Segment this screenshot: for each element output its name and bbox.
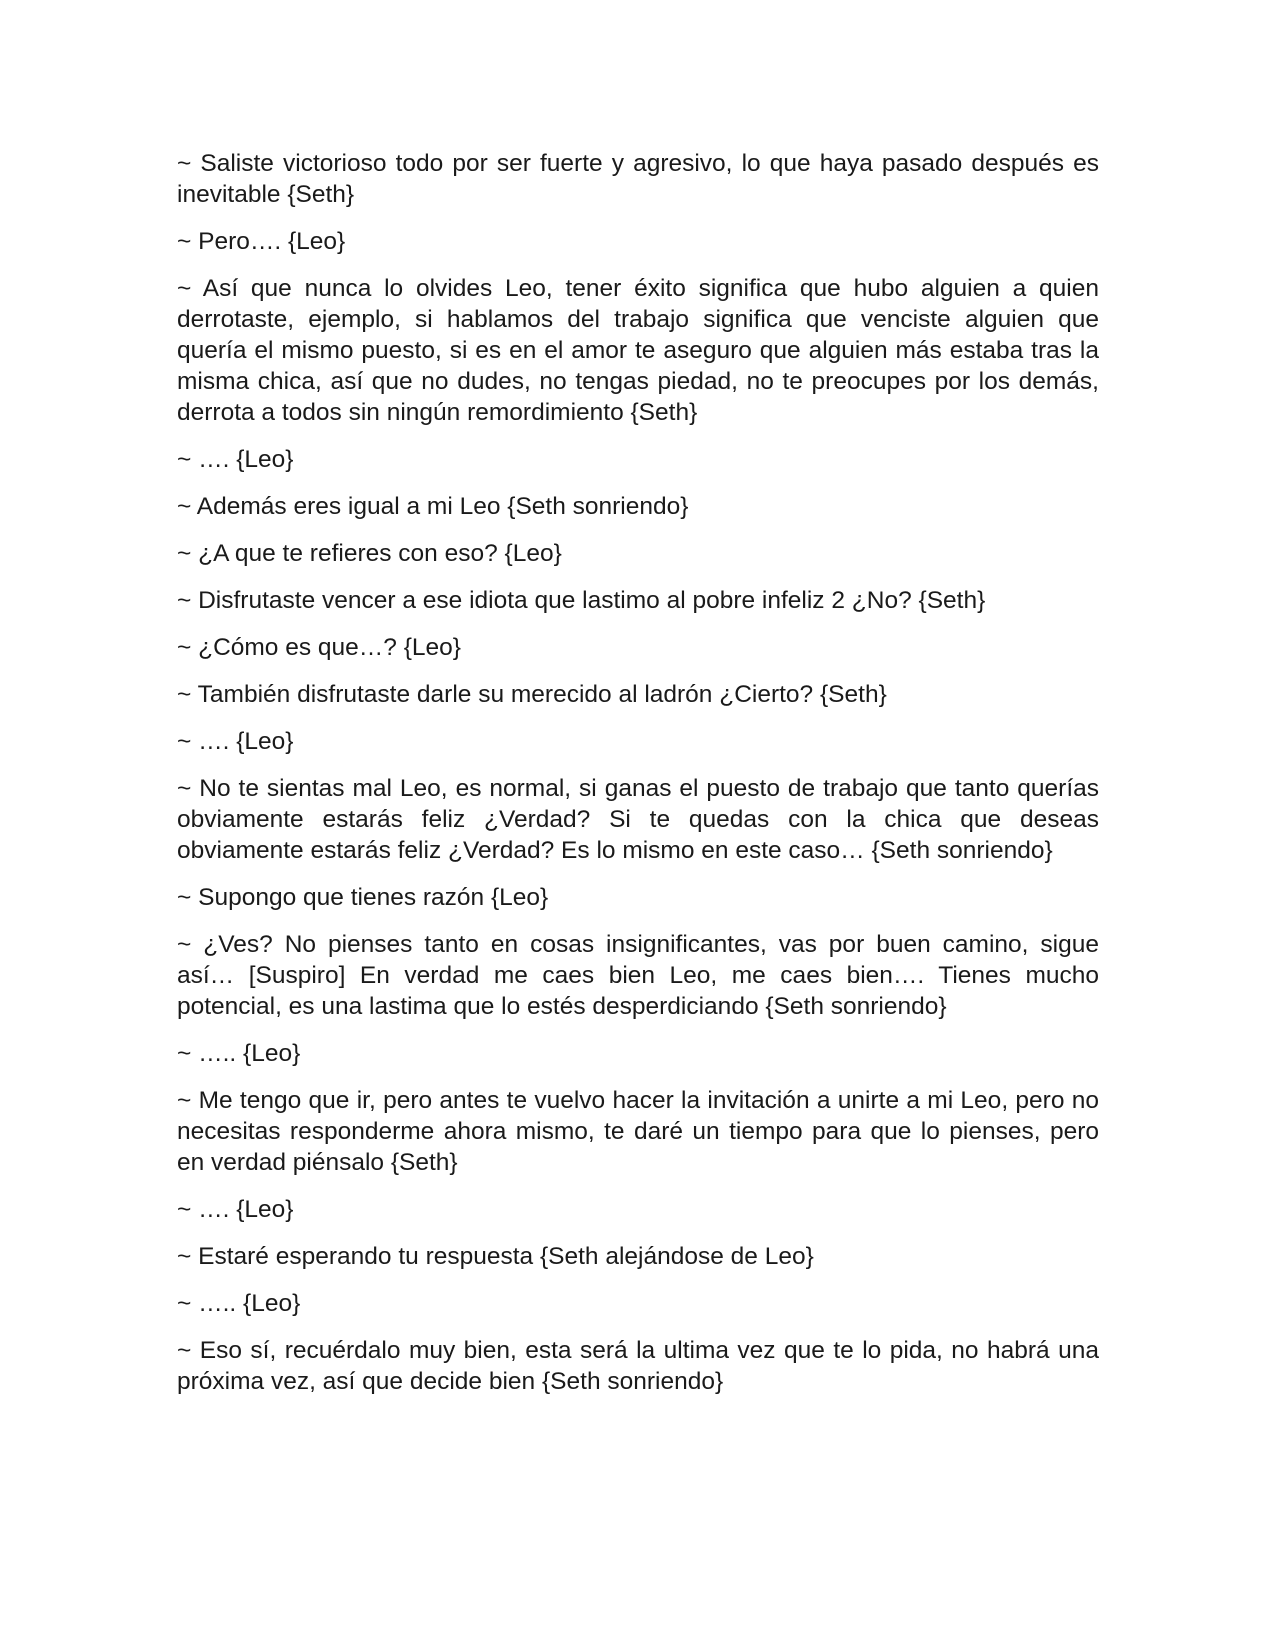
dialogue-paragraph: ~ …. {Leo} (177, 446, 294, 473)
dialogue-paragraph: ~ Así que nunca lo olvides Leo, tener éxito significa que hubo alguien a quien derrotaste, ejemplo, si hablamos del trabajo significa que venciste alguien que quería el mismo puesto, si es en el amor te aseguro que alguien más estaba tras la misma chica, así que no dudes, no tengas piedad, no te preocupes por los demás, derrota a todos sin ningún remordimiento {Seth} (177, 275, 1099, 426)
dialogue-paragraph: ~ Pero…. {Leo} (177, 228, 346, 255)
dialogue-paragraph: ~ …. {Leo} (177, 728, 294, 755)
dialogue-paragraph: ~ Disfrutaste vencer a ese idiota que lastimo al pobre infeliz 2 ¿No? {Seth} (177, 587, 986, 614)
dialogue-paragraph: ~ ….. {Leo} (177, 1040, 301, 1067)
dialogue-paragraph: ~ ….. {Leo} (177, 1290, 301, 1317)
dialogue-paragraph: ~ No te sientas mal Leo, es normal, si ganas el puesto de trabajo que tanto querías obviamente estarás feliz ¿Verdad? Si te quedas con la chica que deseas obviamente estarás feliz ¿Verdad? Es lo mismo en este caso… {Seth sonriendo} (177, 775, 1099, 864)
dialogue-paragraph: ~ ¿A que te refieres con eso? {Leo} (177, 540, 562, 567)
dialogue-paragraph: ~ Estaré esperando tu respuesta {Seth alejándose de Leo} (177, 1243, 814, 1270)
dialogue-paragraph: ~ Además eres igual a mi Leo {Seth sonriendo} (177, 493, 689, 520)
dialogue-paragraph: ~ …. {Leo} (177, 1196, 294, 1223)
dialogue-paragraph: ~ Eso sí, recuérdalo muy bien, esta será la ultima vez que te lo pida, no habrá una próxima vez, así que decide bien {Seth sonriendo} (177, 1337, 1099, 1395)
dialogue-paragraph: ~ Me tengo que ir, pero antes te vuelvo hacer la invitación a unirte a mi Leo, pero no necesitas responderme ahora mismo, te daré un tiempo para que lo pienses, pero en verdad piénsalo {Seth} (177, 1087, 1099, 1176)
dialogue-paragraph: ~ ¿Ves? No pienses tanto en cosas insignificantes, vas por buen camino, sigue así… [Suspiro] En verdad me caes bien Leo, me caes bien…. Tienes mucho potencial, es una lastima que lo estés desperdiciando {Seth sonriendo} (177, 931, 1099, 1020)
dialogue-paragraph: ~ También disfrutaste darle su merecido al ladrón ¿Cierto? {Seth} (177, 681, 887, 708)
dialogue-paragraph: ~ Saliste victorioso todo por ser fuerte y agresivo, lo que haya pasado después es inevitable {Seth} (177, 150, 1099, 208)
document-page (177, 148, 1099, 1413)
dialogue-paragraph: ~ Supongo que tienes razón {Leo} (177, 884, 549, 911)
dialogue-paragraph: ~ ¿Cómo es que…? {Leo} (177, 634, 461, 661)
